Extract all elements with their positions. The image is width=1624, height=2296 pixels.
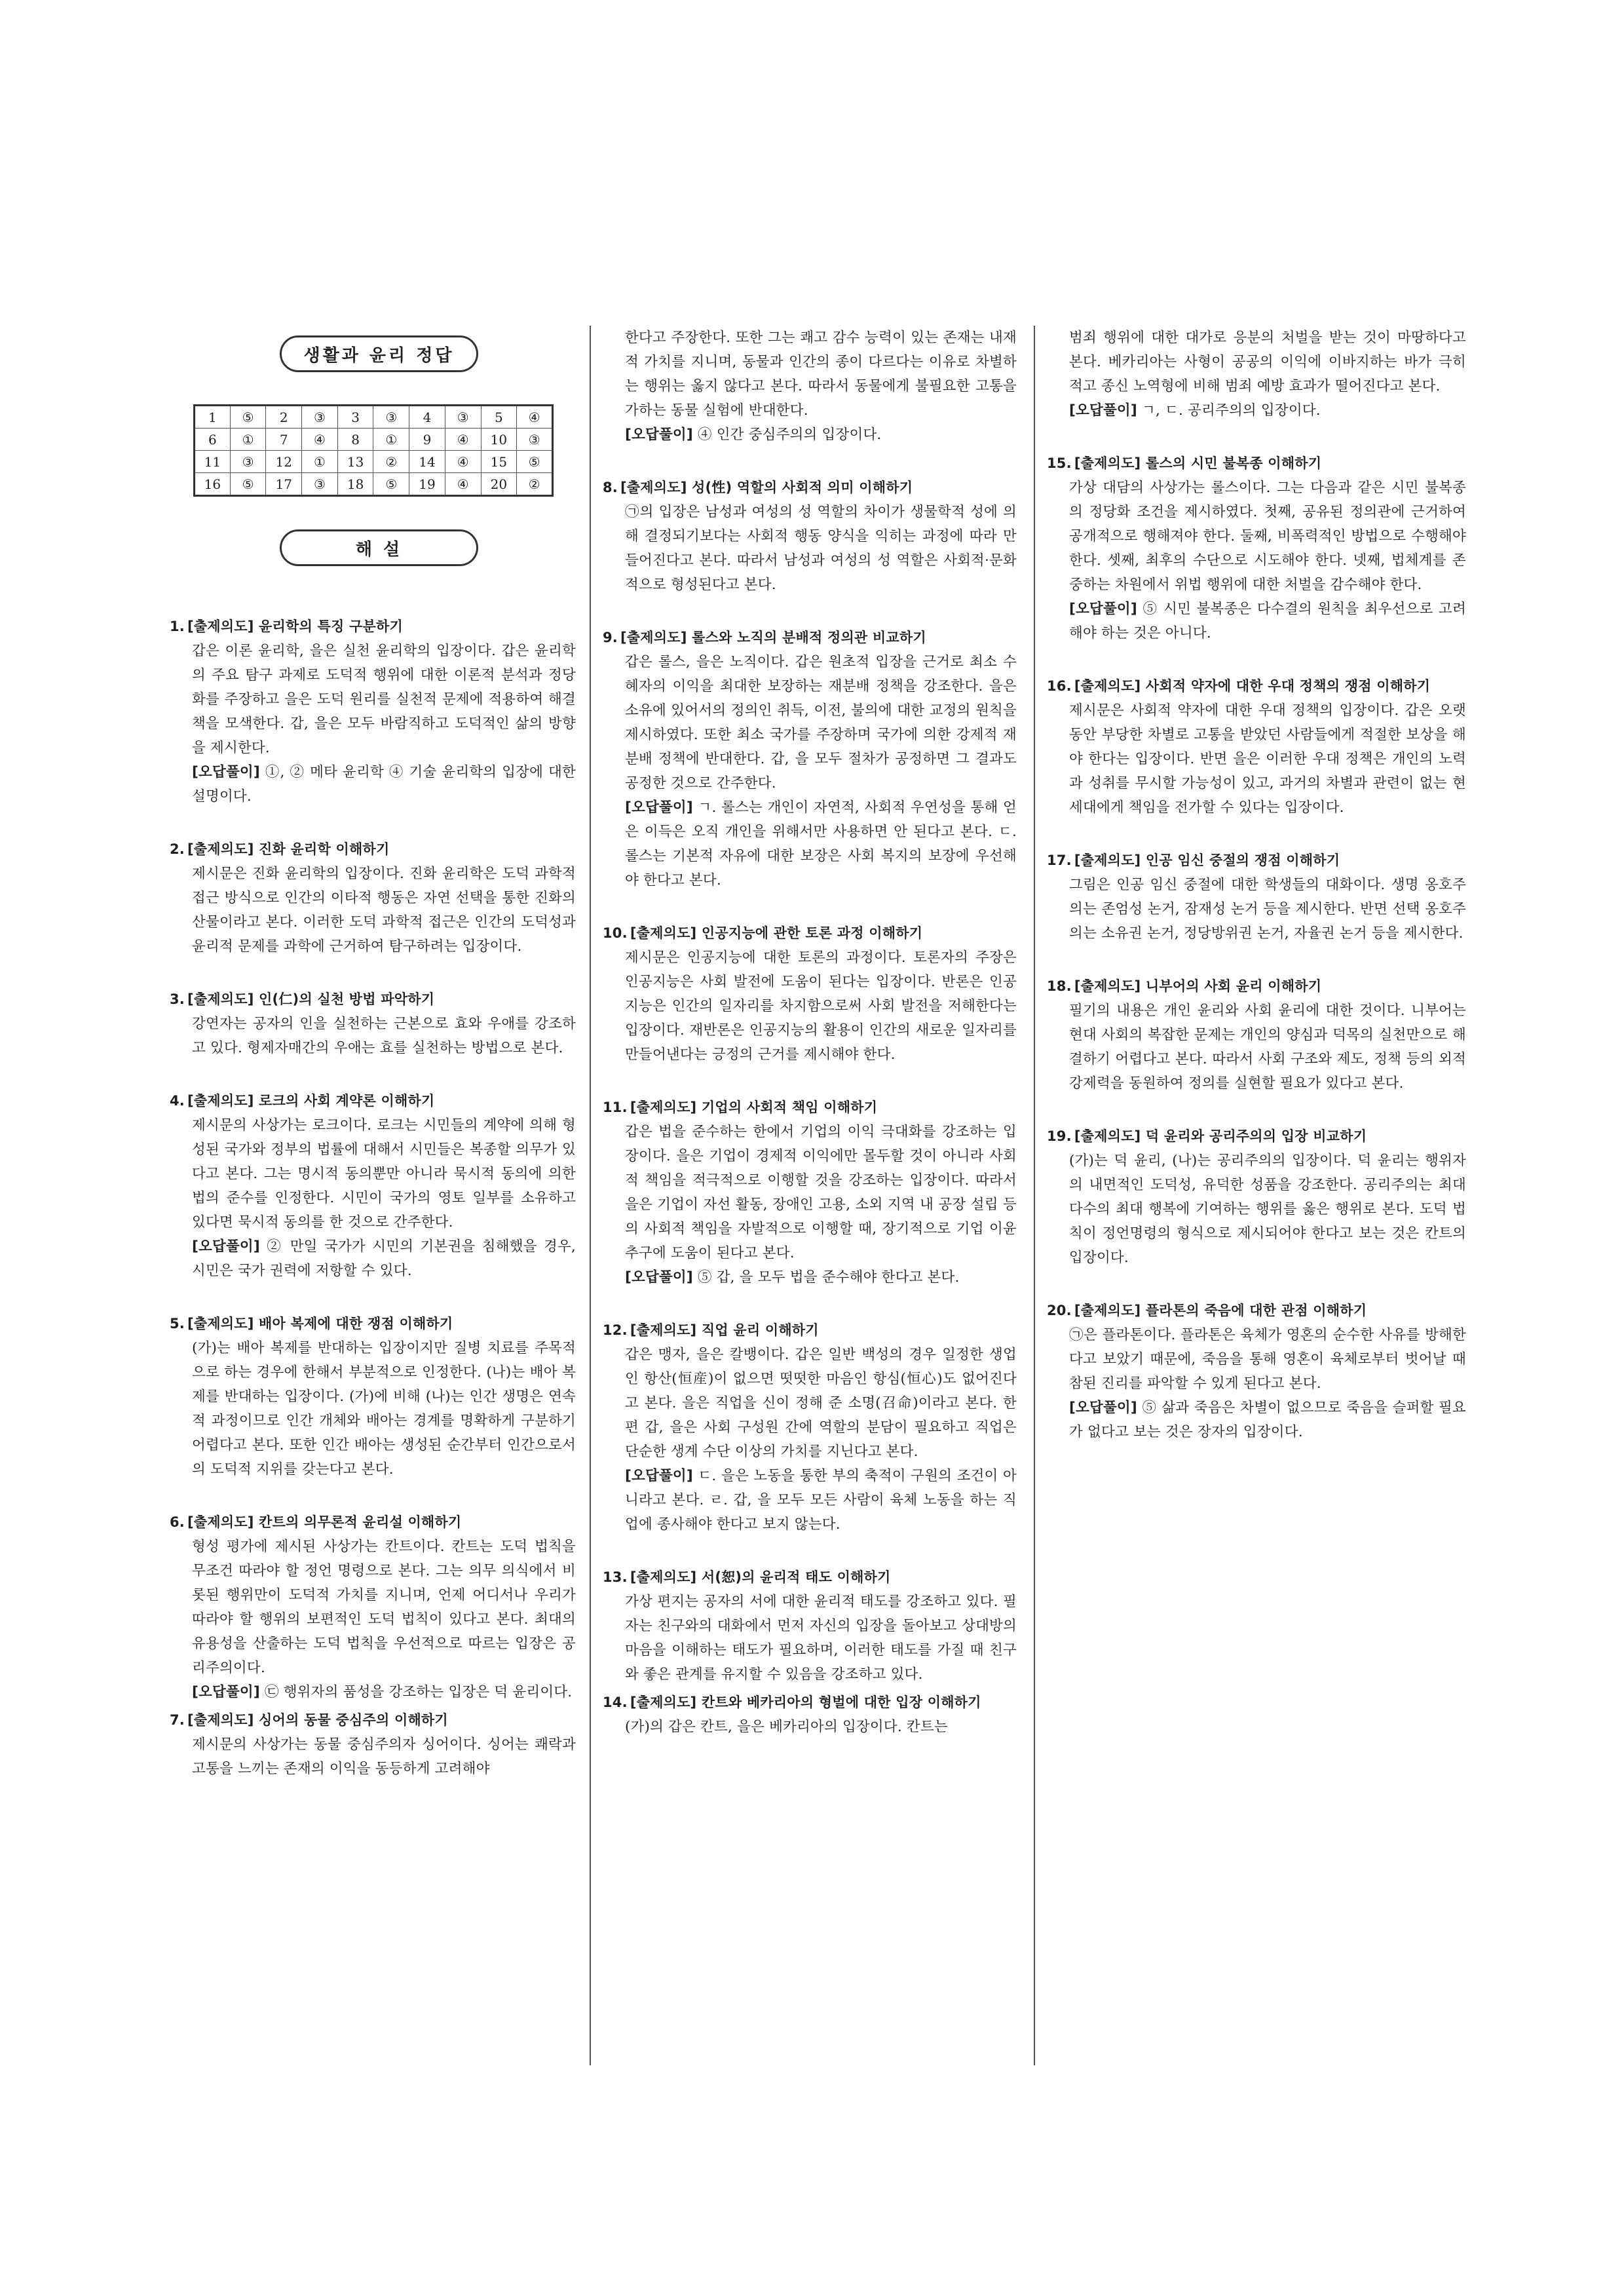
explanation-item bbox=[1047, 1124, 1466, 1270]
answer-cell: ① bbox=[230, 429, 266, 451]
answer-row bbox=[195, 429, 553, 451]
explanation-item bbox=[1047, 451, 1466, 645]
explanation-item bbox=[170, 837, 576, 959]
wrong-answer-tag: [오답풀이] bbox=[1069, 1400, 1137, 1416]
explanation-item bbox=[603, 1096, 1017, 1290]
answer-cell: ① bbox=[373, 429, 409, 451]
item-number: 14. bbox=[603, 1694, 628, 1710]
question-number-cell: 15 bbox=[481, 451, 517, 473]
item-number: 19. bbox=[1047, 1128, 1072, 1144]
item-number: 17. bbox=[1047, 852, 1072, 868]
question-number-cell: 8 bbox=[337, 429, 373, 451]
answer-cell: ③ bbox=[230, 451, 266, 473]
answer-cell: ② bbox=[517, 473, 553, 496]
explanation-item bbox=[1047, 674, 1466, 820]
item-title: [출제의도] 서(恕)의 윤리적 태도 이해하기 bbox=[630, 1569, 891, 1585]
item-title: [출제의도] 직업 윤리 이해하기 bbox=[630, 1322, 819, 1338]
question-number-cell: 5 bbox=[481, 406, 517, 429]
explanation-item bbox=[1047, 1299, 1466, 1444]
explanation-item bbox=[170, 987, 576, 1060]
wrong-answer-tag: [오답풀이] bbox=[625, 427, 693, 443]
question-number-cell: 7 bbox=[266, 429, 302, 451]
wrong-answer-tag: [오답풀이] bbox=[192, 1684, 260, 1700]
item-body: 제시문은 진화 윤리학의 입장이다. 진화 윤리학은 도덕 과학적 접근 방식으로 인간의 이타적 행동은 자연 선택을 통한 진화의 산물이라고 본다. 이러한 도덕 과학적 접근은 인간의 도덕성과 윤리적 문제를 과학에 근거하여 탐구하려는 입장이다. bbox=[192, 866, 576, 955]
item-body: 필기의 내용은 개인 윤리와 사회 윤리에 대한 것이다. 니부어는 현대 사회의 복잡한 문제는 개인의 양심과 덕목의 실천만으로 해결하기 어렵다고 본다. 따라서 사회 구조와 제도, 정책 등의 외적 강제력을 동원하여 정의를 실현할 필요가 있다고 본다. bbox=[1069, 1003, 1466, 1092]
answer-cell: ④ bbox=[445, 473, 481, 496]
explanation-item bbox=[1047, 974, 1466, 1096]
item-title: [출제의도] 배아 복제에 대한 쟁점 이해하기 bbox=[187, 1316, 453, 1331]
wrong-answer-note: ⑤ 시민 불복종은 다수결의 원칙을 최우선으로 고려해야 하는 것은 아니다. bbox=[1069, 601, 1466, 641]
answer-row bbox=[195, 473, 553, 496]
wrong-answer-tag: [오답풀이] bbox=[625, 1468, 693, 1484]
column-2 bbox=[603, 326, 1017, 1768]
answer-cell: ⑤ bbox=[373, 473, 409, 496]
item-title: [출제의도] 니부어의 사회 윤리 이해하기 bbox=[1074, 978, 1322, 994]
question-number-cell: 18 bbox=[337, 473, 373, 496]
item-body: ㉠은 플라톤이다. 플라톤은 육체가 영혼의 순수한 사유를 방해한다고 보았기 때문에, 죽음을 통해 영혼이 육체로부터 벗어날 때 참된 진리를 파악할 수 있게 된다고 본다. bbox=[1069, 1327, 1466, 1392]
answer-row bbox=[195, 451, 553, 473]
item-body: 제시문의 사상가는 동물 중심주의자 싱어이다. 싱어는 쾌락과 고통을 느끼는 존재의 이익을 동등하게 고려해야 bbox=[192, 1736, 576, 1777]
explanation-item bbox=[603, 921, 1017, 1067]
item-number: 2. bbox=[170, 841, 185, 857]
item-title: [출제의도] 기업의 사회적 책임 이해하기 bbox=[630, 1100, 878, 1115]
answer-cell: ⑤ bbox=[230, 406, 266, 429]
wrong-answer-note: ①, ② 메타 윤리학 ④ 기술 윤리학의 입장에 대한 설명이다. bbox=[192, 764, 576, 805]
question-number-cell: 13 bbox=[337, 451, 373, 473]
wrong-answer-tag: [오답풀이] bbox=[1069, 402, 1137, 419]
answer-cell: ⑤ bbox=[517, 451, 553, 473]
item-number: 18. bbox=[1047, 978, 1072, 994]
item-body: 제시문은 인공지능에 대한 토론의 과정이다. 토론자의 주장은 인공지능은 사회 발전에 도움이 된다는 입장이다. 반론은 인공지능은 인간의 일자리를 차지함으로써 사회 발전을 저해한다는 입장이다. 재반론은 인공지능의 활용이 인간의 새로운 일자리를 만들어낸다는 긍정의 근거를 제시해야 한다. bbox=[625, 949, 1017, 1063]
column-divider bbox=[590, 326, 591, 2065]
item-title: [출제의도] 윤리학의 특징 구분하기 bbox=[187, 619, 403, 634]
question-number-cell: 1 bbox=[195, 406, 231, 429]
item-body: (가)는 배아 복제를 반대하는 입장이지만 질병 치료를 주목적으로 하는 경우에 한해서 부분적으로 인정한다. (나)는 배아 복제를 반대하는 입장이다. (가)에 비해 (나)는 인간 생명은 연속적 과정이므로 인간 개체와 배아는 경계를 명확하게 구분하기 어렵다고 본다. 또한 인간 배아는 생성된 순간부터 인간으로서의 도덕적 지위를 갖는다고 본다. bbox=[192, 1340, 576, 1478]
item-title: [출제의도] 칸트의 의무론적 윤리설 이해하기 bbox=[187, 1514, 462, 1530]
item-body: (가)의 갑은 칸트, 을은 베카리아의 입장이다. 칸트는 bbox=[625, 1719, 948, 1735]
item-number: 1. bbox=[170, 619, 185, 634]
explanation-item bbox=[603, 1691, 1017, 1739]
answer-cell: ② bbox=[373, 451, 409, 473]
wrong-answer-tag: [오답풀이] bbox=[1069, 601, 1137, 617]
explanation-item bbox=[170, 1089, 576, 1283]
item-body: 가상 대담의 사상가는 롤스이다. 그는 다음과 같은 시민 불복종의 정당화 조건을 제시하였다. 첫째, 공유된 정의관에 근거하여 공개적으로 행해져야 한다. 둘째, 비폭력적인 방법으로 수행해야 한다. 셋째, 최후의 수단으로 시도해야 한다. 넷째, 법체계를 존중하는 차원에서 위법 행위에 대한 처벌을 감수해야 한다. bbox=[1069, 480, 1466, 593]
answer-cell: ③ bbox=[302, 406, 338, 429]
question-number-cell: 19 bbox=[409, 473, 445, 496]
answer-cell: ① bbox=[302, 451, 338, 473]
column-1-items bbox=[170, 615, 576, 1810]
wrong-answer-tag: [오답풀이] bbox=[192, 1238, 260, 1255]
wrong-answer-note: ⑤ 삶과 죽음은 차별이 없으므로 죽음을 슬퍼할 필요가 없다고 보는 것은 장자의 입장이다. bbox=[1069, 1400, 1466, 1440]
wrong-answer-tag: [오답풀이] bbox=[192, 764, 260, 780]
item-number: 13. bbox=[603, 1569, 628, 1585]
explanation-item bbox=[170, 1708, 576, 1781]
item-body: 가상 편지는 공자의 서에 대한 윤리적 태도를 강조하고 있다. 필자는 친구와의 대화에서 먼저 자신의 입장을 돌아보고 상대방의 마음을 이해하는 태도가 필요하며, 이러한 태도를 가질 때 친구와 좋은 관계를 유지할 수 있음을 강조하고 있다. bbox=[625, 1594, 1017, 1683]
wrong-answer-note: ⑤ 갑, 을 모두 법을 준수해야 한다고 본다. bbox=[692, 1269, 960, 1286]
answer-cell: ③ bbox=[517, 429, 553, 451]
answer-cell: ④ bbox=[302, 429, 338, 451]
item-body: 갑은 맹자, 을은 칼뱅이다. 갑은 일반 백성의 경우 일정한 생업인 항산(恒産)이 없으면 떳떳한 마음인 항심(恒心)도 없어진다고 본다. 을은 직업을 신이 정해 준 소명(召命)이라고 본다. 한편 갑, 을은 사회 구성원 간에 역할의 분담이 필요하고 직업은 단순한 생계 수단 이상의 가치를 지닌다고 본다. bbox=[625, 1347, 1017, 1460]
column-divider bbox=[1034, 326, 1035, 2065]
question-number-cell: 17 bbox=[266, 473, 302, 496]
item-number: 15. bbox=[1047, 455, 1072, 471]
item-body: 강연자는 공자의 인을 실천하는 근본으로 효와 우애를 강조하고 있다. 형제자매간의 우애는 효를 실천하는 방법으로 본다. bbox=[192, 1016, 576, 1056]
question-number-cell: 12 bbox=[266, 451, 302, 473]
question-number-cell: 11 bbox=[195, 451, 231, 473]
item-title: [출제의도] 싱어의 동물 중심주의 이해하기 bbox=[187, 1712, 448, 1728]
question-number-cell: 9 bbox=[409, 429, 445, 451]
item-title: [출제의도] 플라톤의 죽음에 대한 관점 이해하기 bbox=[1074, 1303, 1367, 1318]
item-title: [출제의도] 성(性) 역할의 사회적 의미 이해하기 bbox=[620, 480, 913, 495]
item-number: 10. bbox=[603, 925, 628, 941]
answer-cell: ④ bbox=[445, 451, 481, 473]
wrong-answer-note: ④ 인간 중심주의의 입장이다. bbox=[692, 427, 882, 443]
item-number: 8. bbox=[603, 480, 618, 495]
item-number: 4. bbox=[170, 1093, 185, 1109]
question-number-cell: 3 bbox=[337, 406, 373, 429]
item-title: [출제의도] 롤스의 시민 불복종 이해하기 bbox=[1074, 455, 1322, 471]
wrong-answer-note: ㄷ. 을은 노동을 통한 부의 축적이 구원의 조건이 아니라고 본다. ㄹ. 갑, 을 모두 모든 사람이 육체 노동을 하는 직업에 종사해야 한다고 보지 않는다. bbox=[625, 1468, 1017, 1533]
explanation-item bbox=[603, 626, 1017, 892]
item-body: 한다고 주장한다. 또한 그는 쾌고 감수 능력이 있는 존재는 내재적 가치를 지니며, 동물과 인간의 종이 다르다는 이유로 차별하는 행위는 옳지 않다고 본다. 따라서 동물에게 불필요한 고통을 가하는 동물 실험에 반대한다. bbox=[625, 330, 1017, 419]
item-title: [출제의도] 진화 윤리학 이해하기 bbox=[187, 841, 390, 857]
explanation-item bbox=[603, 1318, 1017, 1537]
item-number: 9. bbox=[603, 630, 618, 645]
answer-cell: ④ bbox=[445, 429, 481, 451]
item-body: 제시문의 사상가는 로크이다. 로크는 시민들의 계약에 의해 형성된 국가와 정부의 법률에 대해서 시민들은 복종할 의무가 있다고 본다. 그는 명시적 동의뿐만 아니라 묵시적 동의에 의한 법의 준수를 인정한다. 시민이 국가의 영토 일부를 소유하고 있다면 묵시적 동의를 한 것으로 간주한다. bbox=[192, 1117, 576, 1231]
item-title: [출제의도] 인공지능에 관한 토론 과정 이해하기 bbox=[630, 925, 923, 941]
explanation-badge: 해 설 bbox=[280, 529, 478, 566]
item-body: 갑은 법을 준수하는 한에서 기업의 이익 극대화를 강조하는 입장이다. 을은 기업이 경제적 이익에만 몰두할 것이 아니라 사회적 책임을 적극적으로 이행할 것을 강조하는 입장이다. 따라서 을은 기업이 자선 활동, 장애인 고용, 소외 지역 내 공장 설립 등의 사회적 책임을 자발적으로 이행할 때, 장기적으로 기업 이윤 추구에 도움이 된다고 본다. bbox=[625, 1124, 1017, 1261]
item-body: 갑은 이론 윤리학, 을은 실천 윤리학의 입장이다. 갑은 윤리학의 주요 탐구 과제로 도덕적 행위에 대한 이론적 분석과 정당화를 주장하고 을은 도덕 원리를 실천적 문제에 적용하여 해결책을 모색한다. 갑, 을은 모두 바람직하고 도덕적인 삶의 방향을 제시한다. bbox=[192, 643, 576, 756]
explanation-item bbox=[170, 615, 576, 809]
question-number-cell: 4 bbox=[409, 406, 445, 429]
wrong-answer-note: ② 만일 국가가 시민의 기본권을 침해했을 경우, 시민은 국가 권력에 저항할 수 있다. bbox=[192, 1238, 576, 1279]
item-title: [출제의도] 로크의 사회 계약론 이해하기 bbox=[187, 1093, 435, 1109]
wrong-answer-note: ㉢ 행위자의 품성을 강조하는 입장은 덕 윤리이다. bbox=[259, 1684, 573, 1700]
question-number-cell: 16 bbox=[195, 473, 231, 496]
answer-cell: ③ bbox=[302, 473, 338, 496]
question-number-cell: 2 bbox=[266, 406, 302, 429]
item-body: (가)는 덕 윤리, (나)는 공리주의의 입장이다. 덕 윤리는 행위자의 내면적인 도덕성, 유덕한 성품을 강조한다. 공리주의는 최대 다수의 최대 행복에 기여하는 행위를 옳은 행위로 본다. 도덕 법칙이 정언명령의 형식으로 제시되어야 한다고 보는 것은 칸트의 입장이다. bbox=[1069, 1153, 1466, 1266]
question-number-cell: 20 bbox=[481, 473, 517, 496]
item-body: 형성 평가에 제시된 사상가는 칸트이다. 칸트는 도덕 법칙을 무조건 따라야 할 정언 명령으로 본다. 그는 의무 의식에서 비롯된 행위만이 도덕적 가치를 지니며, 언제 어디서나 우리가 따라야 할 행위의 보편적인 도덕 법칙이 있다고 본다. 최대의 유용성을 산출하는 도덕 법칙을 우선적으로 따르는 입장은 공리주의이다. bbox=[192, 1539, 576, 1676]
item-number: 6. bbox=[170, 1514, 185, 1530]
question-number-cell: 6 bbox=[195, 429, 231, 451]
wrong-answer-note: ㄱ, ㄷ. 공리주의의 입장이다. bbox=[1137, 402, 1321, 419]
item-title: [출제의도] 사회적 약자에 대한 우대 정책의 쟁점 이해하기 bbox=[1074, 678, 1431, 694]
item-number: 12. bbox=[603, 1322, 628, 1338]
column-3 bbox=[1047, 326, 1466, 1473]
item-title: [출제의도] 덕 윤리와 공리주의의 입장 비교하기 bbox=[1074, 1128, 1367, 1144]
item-title: [출제의도] 인(仁)의 실천 방법 파악하기 bbox=[187, 991, 435, 1007]
question-number-cell: 14 bbox=[409, 451, 445, 473]
wrong-answer-tag: [오답풀이] bbox=[625, 799, 693, 816]
explanation-item-continued bbox=[1047, 326, 1466, 423]
wrong-answer-note: ㄱ. 롤스는 개인이 자연적, 사회적 우연성을 통해 얻은 이득은 오직 개인을 위해서만 사용하면 안 된다고 본다. ㄷ. 롤스는 기본적 자유에 대한 보장은 사회 복지의 보장에 우선해야 한다고 본다. bbox=[625, 799, 1017, 889]
answer-cell: ③ bbox=[445, 406, 481, 429]
item-title: [출제의도] 칸트와 베카리아의 형벌에 대한 입장 이해하기 bbox=[630, 1694, 981, 1710]
item-number: 16. bbox=[1047, 678, 1072, 694]
item-number: 7. bbox=[170, 1712, 185, 1728]
item-body: 범죄 행위에 대한 대가로 응분의 처벌을 받는 것이 마땅하다고 본다. 베카리아는 사형이 공공의 이익에 이바지하는 바가 극히 적고 종신 노역형에 비해 범죄 예방 효과가 떨어진다고 본다. bbox=[1069, 330, 1466, 394]
explanation-item bbox=[603, 476, 1017, 597]
item-number: 5. bbox=[170, 1316, 185, 1331]
item-body: ㉠의 입장은 남성과 여성의 성 역할의 차이가 생물학적 성에 의해 결정되기보다는 사회적 행동 양식을 익히는 과정에 따라 만들어진다고 본다. 따라서 남성과 여성의 성 역할은 사회적·문화적으로 형성된다고 본다. bbox=[625, 504, 1017, 593]
answer-row bbox=[195, 406, 553, 429]
item-number: 11. bbox=[603, 1100, 628, 1115]
answer-cell: ③ bbox=[373, 406, 409, 429]
item-number: 3. bbox=[170, 991, 185, 1007]
explanation-item bbox=[170, 1312, 576, 1482]
item-body: 그림은 인공 임신 중절에 대한 학생들의 대화이다. 생명 옹호주의는 존엄성 논거, 잠재성 논거 등을 제시한다. 반면 선택 옹호주의는 소유권 논거, 정당방위권 논거, 자율권 논거 등을 제시한다. bbox=[1069, 877, 1466, 942]
explanation-item-continued bbox=[603, 326, 1017, 447]
item-number: 20. bbox=[1047, 1303, 1072, 1318]
item-body: 제시문은 사회적 약자에 대한 우대 정책의 입장이다. 갑은 오랫동안 부당한 차별로 고통을 받았던 사람들에게 적절한 보상을 해야 한다는 입장이다. 반면 을은 이러한 우대 정책은 개인의 노력과 성취를 무시할 가능성이 있고, 과거의 차별과 관련이 없는 현세대에게 책임을 전가할 수 있다는 입장이다. bbox=[1069, 702, 1466, 816]
answer-cell: ④ bbox=[517, 406, 553, 429]
explanation-item bbox=[170, 1510, 576, 1704]
item-body: 갑은 롤스, 을은 노직이다. 갑은 원초적 입장을 근거로 최소 수혜자의 이익을 최대한 보장하는 재분배 정책을 강조한다. 을은 소유에 있어서의 정의인 취득, 이전, 불의에 대한 교정의 원칙을 제시하였다. 또한 최소 국가를 주장하며 국가에 의한 강제적 재분배 정책에 반대한다. 갑, 을 모두 절차가 공정하면 그 결과도 공정한 것으로 간주한다. bbox=[625, 654, 1017, 792]
answer-cell: ⑤ bbox=[230, 473, 266, 496]
explanation-item bbox=[603, 1565, 1017, 1687]
answer-table bbox=[193, 404, 554, 497]
wrong-answer-tag: [오답풀이] bbox=[625, 1269, 693, 1286]
answer-title-badge: 생활과 윤리 정답 bbox=[280, 335, 478, 372]
item-title: [출제의도] 롤스와 노직의 분배적 정의관 비교하기 bbox=[620, 630, 926, 645]
item-title: [출제의도] 인공 임신 중절의 쟁점 이해하기 bbox=[1074, 852, 1340, 868]
explanation-item bbox=[1047, 849, 1466, 946]
question-number-cell: 10 bbox=[481, 429, 517, 451]
